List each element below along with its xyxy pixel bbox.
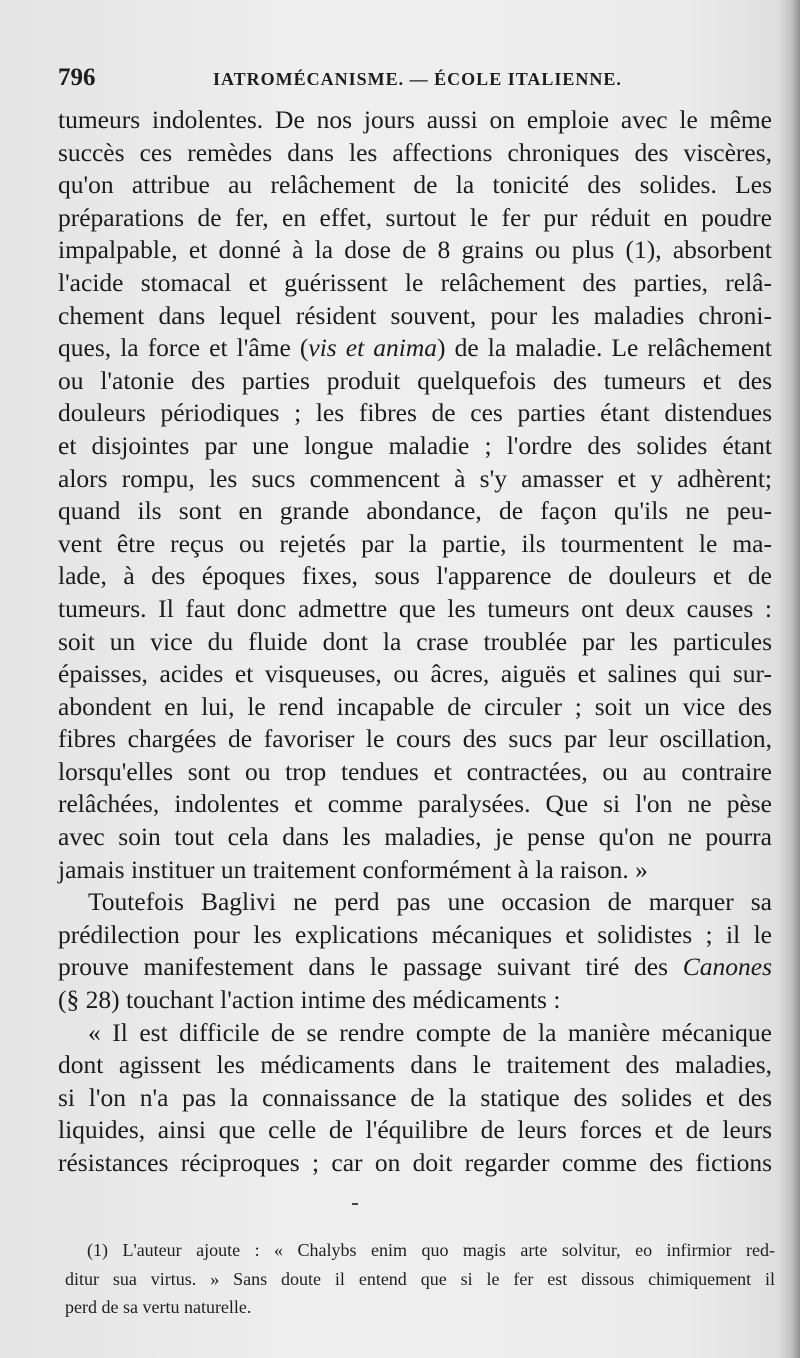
body-line: abondent en lui, le rend incapable de circuler ; soit un vice des [58, 691, 772, 721]
italic-phrase: Canones [682, 952, 772, 982]
body-text [58, 104, 772, 1180]
body-line: Toutefois Baglivi ne perd pas une occasion de marquer sa [88, 887, 772, 917]
body-line: jamais instituer un traitement conformément à la raison. » [58, 854, 648, 884]
page-number: 796 [58, 64, 96, 91]
body-line: soit un vice du fluide dont la crase troublée par les particules [58, 626, 772, 656]
body-line: tumeurs indolentes. De nos jours aussi on emploie avec le même [58, 105, 772, 134]
body-line: vent être reçus ou rejetés par la partie, ils tourmentent le ma- [58, 528, 772, 558]
body-line: dont agissent les médicaments dans le traitement des maladies, [58, 1050, 772, 1080]
body-line: avec soin tout cela dans les maladies, je pense qu'on ne pourra [58, 822, 772, 852]
body-line: (§ 28) touchant l'action intime des médicaments : [58, 985, 561, 1015]
body-line: prouve manifestement dans le passage suivant tiré des Canones [58, 952, 772, 982]
body-line: prédilection pour les explications mécaniques et solidistes ; il le [58, 919, 772, 949]
running-head: IATROMÉCANISME. — ÉCOLE ITALIENNE. [213, 69, 622, 89]
body-line: « Il est difficile de se rendre compte de la manière mécanique [88, 1017, 772, 1047]
body-line: lade, à des époques fixes, sous l'apparence de douleurs et de [58, 561, 772, 591]
body-line: alors rompu, les sucs commencent à s'y amasser et y adhèrent; [58, 463, 772, 493]
body-line: chement dans lequel résident souvent, pour les maladies chroni- [58, 300, 772, 330]
body-line: liquides, ainsi que celle de l'équilibre de leurs forces et de leurs [58, 1115, 772, 1145]
body-line: relâchées, indolentes et comme paralysées. Que si l'on ne pèse [58, 789, 772, 819]
body-line: qu'on attribue au relâchement de la tonicité des solides. Les [58, 170, 772, 200]
page-header [58, 64, 768, 94]
body-line: lorsqu'elles sont ou trop tendues et contractées, ou au contraire [58, 756, 772, 786]
body-line: impalpable, et donné à la dose de 8 grains ou plus (1), absorbent [58, 235, 772, 265]
italic-phrase: vis et anima [308, 333, 438, 363]
body-line: ques, la force et l'âme (vis et anima) de la maladie. Le relâchement [58, 333, 772, 363]
footnote-separator [352, 1203, 358, 1205]
body-line: épaisses, acides et visqueuses, ou âcres, aiguës et salines qui sur- [58, 659, 772, 689]
body-line: si l'on n'a pas la connaissance de la statique des solides et des [58, 1082, 772, 1112]
body-line: préparations de fer, en effet, surtout le fer pur réduit en poudre [58, 202, 772, 232]
body-line: quand ils sont en grande abondance, de façon qu'ils ne peu- [58, 496, 772, 526]
footnote-line: (1) L'auteur ajoute : « Chalybs enim quo magis arte solvitur, eo infirmior red- [87, 1240, 775, 1260]
body-line: l'acide stomacal et guérissent le relâchement des parties, relâ- [58, 267, 772, 297]
body-line: ou l'atonie des parties produit quelquefois des tumeurs et des [58, 365, 772, 395]
body-line: fibres chargées de favoriser le cours des sucs par leur oscillation, [58, 724, 772, 754]
body-line: succès ces remèdes dans les affections chroniques des viscères, [58, 137, 772, 167]
body-line: tumeurs. Il faut donc admettre que les tumeurs ont deux causes : [58, 593, 772, 623]
footnote-line: ditur sua virtus. » Sans doute il entend que si le fer est dissous chimiquement il [65, 1268, 775, 1289]
page-edge-shadow [778, 0, 800, 1358]
body-line: douleurs périodiques ; les fibres de ces parties étant distendues [58, 398, 772, 428]
body-line: résistances réciproques ; car on doit regarder comme des fictions [58, 1148, 772, 1177]
body-line: et disjointes par une longue maladie ; l'ordre des solides étant [58, 430, 772, 460]
footnote-line: perd de sa vertu naturelle. [65, 1297, 252, 1317]
footnote [65, 1236, 775, 1322]
